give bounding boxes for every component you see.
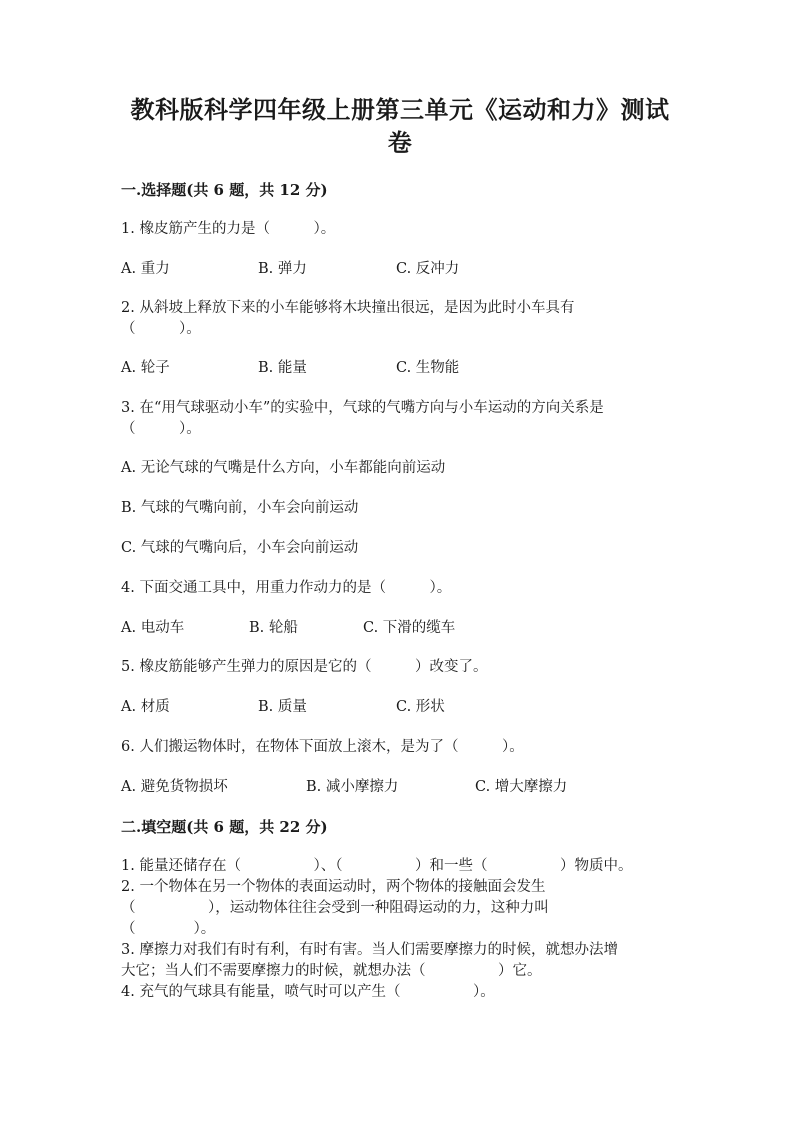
section-heading-choice: 一.选择题(共 6 题，共 12 分) [121,181,328,199]
question-6-option-a: A. 避免货物损坏 [121,779,228,795]
fill-line-5: 3. 摩擦力对我们有时有利，有时有害。当人们需要摩擦力的时候，就想办法增 [121,942,618,958]
question-3-option-b: B. 气球的气嘴向前，小车会向前运动 [121,500,359,516]
question-2-option-c: C. 生物能 [396,360,460,376]
question-4-option-a: A. 电动车 [121,620,185,636]
document-title [120,93,680,159]
question-1-option-a: A. 重力 [121,261,170,277]
question-2-stem-line-2: （ ）。 [121,321,201,337]
question-1-option-b: B. 弹力 [258,261,307,277]
title-line-1: 教科版科学四年级上册第三单元《运动和力》测试 [130,95,670,124]
question-6-option-b: B. 减小摩擦力 [306,779,399,795]
question-4-option-c: C. 下滑的缆车 [363,620,456,636]
question-6-stem: 6. 人们搬运物体时，在物体下面放上滚木，是为了（ ）。 [121,739,524,755]
question-2-stem-line-1: 2. 从斜坡上释放下来的小车能够将木块撞出很远，是因为此时小车具有 [121,300,575,316]
question-5-option-c: C. 形状 [396,699,445,715]
fill-line-2: 2. 一个物体在另一个物体的表面运动时，两个物体的接触面会发生 [121,879,546,895]
question-3-option-a: A. 无论气球的气嘴是什么方向，小车都能向前运动 [121,460,446,476]
question-1-option-c: C. 反冲力 [396,261,460,277]
question-3-stem-line-1: 3. 在“用气球驱动小车”的实验中，气球的气嘴方向与小车运动的方向关系是 [121,400,604,416]
question-5-option-a: A. 材质 [121,699,170,715]
fill-line-4: （ ）。 [121,921,216,937]
question-1-stem: 1. 橡皮筋产生的力是（ ）。 [121,221,336,237]
question-5-stem: 5. 橡皮筋能够产生弹力的原因是它的（ ）改变了。 [121,659,488,675]
question-3-stem-line-2: （ ）。 [121,421,201,437]
question-5-option-b: B. 质量 [258,699,307,715]
question-2-option-a: A. 轮子 [121,360,170,376]
fill-line-1: 1. 能量还储存在（ ）、（ ）和一些（ ）物质中。 [121,858,633,874]
fill-line-3: （ ），运动物体往往会受到一种阻碍运动的力，这种力叫 [121,900,549,916]
fill-line-6: 大它；当人们不需要摩擦力的时候，就想办法（ ）它。 [121,963,542,979]
question-4-option-b: B. 轮船 [249,620,298,636]
question-4-stem: 4. 下面交通工具中，用重力作动力的是（ ）。 [121,580,452,596]
section-heading-fill: 二.填空题(共 6 题，共 22 分) [121,818,328,836]
title-line-2: 卷 [387,128,413,157]
question-3-option-c: C. 气球的气嘴向后，小车会向前运动 [121,540,359,556]
question-2-option-b: B. 能量 [258,360,307,376]
question-6-option-c: C. 增大摩擦力 [475,779,568,795]
fill-line-7: 4. 充气的气球具有能量，喷气时可以产生（ ）。 [121,984,495,1000]
